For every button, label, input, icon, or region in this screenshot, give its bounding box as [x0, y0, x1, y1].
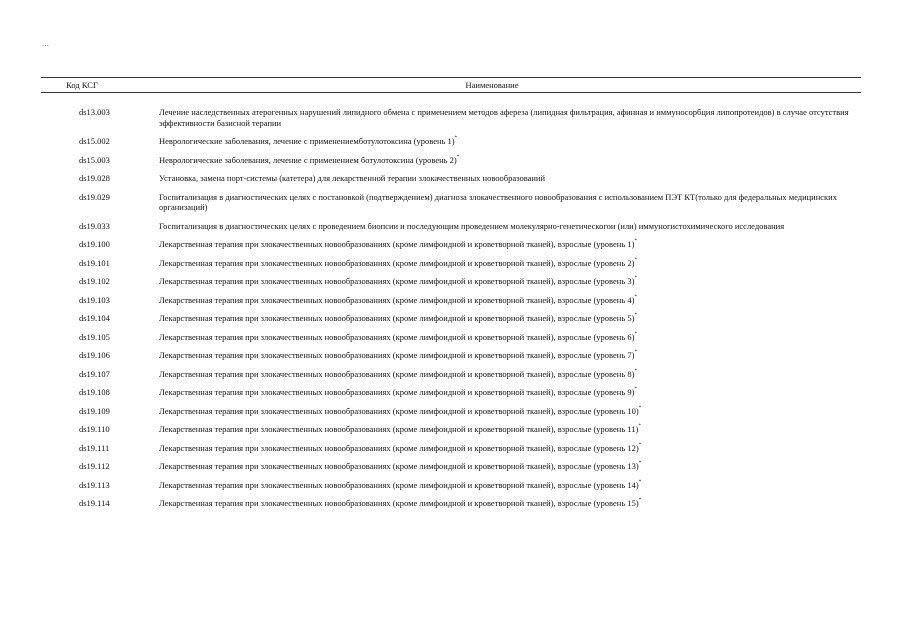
ksg-name-text: Лекарственная терапия при злокачественных новообразованиях (кроме лимфоидной и кроветворной тканей), взрослые (уровень 12): [159, 442, 639, 453]
ksg-name-text: Госпитализация в диагностических целях с постановкой (подтверждением) диагноза злокачественного новообразования с использованием ПЭТ КТ(только для федеральных медицинских организаций): [159, 191, 837, 212]
ksg-name-text: Лечение наследственных атерогенных нарушений липидного обмена с применением методов афереза (липидная фильтрация, афинная и иммуносорбция липопротеидов) в случае отсутствия эффективности базисной терапии: [159, 107, 849, 128]
footnote-marker: *: [634, 350, 637, 355]
ksg-name-text: Лекарственная терапия при злокачественных новообразованиях (кроме лимфоидной и кроветворной тканей), взрослые (уровень 11): [159, 424, 639, 434]
ksg-code-cell: ds19.110: [79, 424, 110, 434]
table-row: [41, 350, 861, 361]
ksg-name-text: Лекарственная терапия при злокачественных новообразованиях (кроме лимфоидной и кроветворной тканей), взрослые (уровень 3): [159, 276, 635, 286]
ksg-name-text: Лекарственная терапия при злокачественных новообразованиях (кроме лимфоидной и кроветворной тканей), взрослые (уровень 5): [159, 313, 635, 323]
ksg-name-text: Лекарственная терапия при злокачественных новообразованиях (кроме лимфоидной и кроветворной тканей), взрослые (уровень 9): [159, 387, 635, 397]
table-row: [41, 239, 861, 250]
footnote-marker: *: [638, 461, 642, 466]
ksg-code-cell: ds19.105: [79, 331, 110, 342]
table-row: [41, 107, 861, 128]
footnote-marker: *: [634, 387, 637, 392]
table-row: [41, 155, 861, 166]
footnote-marker: *: [634, 294, 637, 300]
ksg-name-cell: [159, 221, 861, 232]
table-row: [41, 221, 861, 232]
page-marker: …: [42, 40, 49, 48]
column-header-name: Наименование: [465, 80, 519, 90]
ksg-name-cell: [159, 443, 861, 454]
ksg-name-cell: [159, 192, 861, 213]
footnote-marker: *: [638, 479, 642, 485]
table-row: [41, 498, 861, 509]
column-header-code: Код КСГ: [66, 80, 98, 90]
ksg-name-cell: [159, 332, 861, 343]
ksg-code-cell: ds19.100: [79, 239, 110, 249]
ksg-name-text: Лекарственная терапия при злокачественных новообразованиях (кроме лимфоидной и кроветворной тканей), взрослые (уровень 2): [159, 257, 635, 268]
ksg-name-text: Лекарственная терапия при злокачественных новообразованиях (кроме лимфоидной и кроветворной тканей), взрослые (уровень 14): [159, 479, 639, 490]
ksg-name-cell: [159, 369, 861, 380]
table-row: [41, 332, 861, 343]
ksg-name-cell: [159, 498, 861, 509]
table-row: [41, 295, 861, 306]
table-row: [41, 258, 861, 269]
table-row: [41, 276, 861, 287]
ksg-code-cell: ds13.003: [79, 107, 110, 117]
ksg-name-text: Лекарственная терапия при злокачественных новообразованиях (кроме лимфоидной и кроветворной тканей), взрослые (уровень 4): [159, 294, 635, 305]
table-row: [41, 406, 861, 417]
ksg-name-cell: [159, 239, 861, 250]
footnote-marker: *: [634, 368, 637, 374]
footnote-marker: *: [634, 313, 637, 318]
table-row: [41, 424, 861, 435]
ksg-name-cell: [159, 136, 861, 147]
ksg-name-cell: [159, 387, 861, 398]
ksg-name-cell: [159, 107, 861, 128]
footnote-marker: *: [638, 442, 642, 448]
footnote-marker: *: [634, 239, 637, 244]
table-row: [41, 136, 861, 147]
ksg-name-cell: [159, 424, 861, 435]
ksg-code-cell: ds19.108: [79, 387, 110, 397]
ksg-name-cell: [159, 295, 861, 306]
ksg-name-cell: [159, 155, 861, 166]
ksg-code-cell: ds19.111: [79, 442, 110, 453]
ksg-code-cell: ds19.102: [79, 276, 110, 286]
ksg-name-text: Неврологические заболевания, лечение с применениемботулотоксина (уровень 1): [159, 136, 455, 146]
ksg-name-text: Неврологические заболевания, лечение с применением ботулотоксина (уровень 2): [159, 154, 457, 165]
ksg-code-cell: ds19.106: [79, 350, 110, 360]
ksg-name-cell: [159, 480, 861, 491]
footnote-marker: *: [634, 257, 637, 263]
ksg-name-cell: [159, 406, 861, 417]
footnote-marker: *: [638, 405, 642, 411]
ksg-name-cell: [159, 258, 861, 269]
ksg-code-cell: ds19.028: [79, 173, 110, 183]
ksg-name-cell: [159, 276, 861, 287]
ksg-name-text: Лекарственная терапия при злокачественных новообразованиях (кроме лимфоидной и кроветворной тканей), взрослые (уровень 13): [159, 461, 639, 471]
ksg-code-cell: ds19.029: [79, 191, 110, 202]
footnote-marker: *: [634, 331, 637, 337]
ksg-name-cell: [159, 313, 861, 324]
ksg-name-cell: [159, 173, 861, 184]
table-row: [41, 443, 861, 454]
ksg-code-cell: ds19.112: [79, 461, 110, 471]
ksg-code-cell: ds19.114: [79, 498, 110, 508]
ksg-name-text: Лекарственная терапия при злокачественных новообразованиях (кроме лимфоидной и кроветворной тканей), взрослые (уровень 1): [159, 239, 635, 249]
ksg-name-text: Лекарственная терапия при злокачественных новообразованиях (кроме лимфоидной и кроветворной тканей), взрослые (уровень 15): [159, 498, 639, 508]
ksg-code-cell: ds15.003: [79, 154, 110, 165]
ksg-code-cell: ds19.107: [79, 368, 110, 379]
table-row: [41, 461, 861, 472]
ksg-name-text: Установка, замена порт-системы (катетера) для лекарственной терапии злокачественных новообразований: [159, 173, 546, 183]
ksg-code-cell: ds19.104: [79, 313, 110, 323]
table-row: [41, 369, 861, 380]
ksg-code-cell: ds19.103: [79, 294, 110, 305]
table-body: [41, 93, 861, 509]
table-row: [41, 387, 861, 398]
footnote-marker: *: [454, 136, 458, 141]
ksg-code-cell: ds19.033: [79, 220, 110, 231]
ksg-name-text: Лекарственная терапия при злокачественных новообразованиях (кроме лимфоидной и кроветворной тканей), взрослые (уровень 10): [159, 405, 639, 416]
footnote-marker: *: [638, 424, 641, 429]
ksg-name-cell: [159, 350, 861, 361]
footnote-marker: *: [634, 276, 637, 281]
ksg-name-text: Лекарственная терапия при злокачественных новообразованиях (кроме лимфоидной и кроветворной тканей), взрослые (уровень 7): [159, 350, 635, 360]
ksg-name-text: Госпитализация в диагностических целях с проведением биопсии и последующим проведением молекулярно-генетическогои (или) иммуногистохимического исследования: [159, 220, 785, 231]
ksg-name-cell: [159, 461, 861, 472]
ksg-code-cell: ds19.109: [79, 405, 110, 416]
footnote-marker: *: [638, 498, 642, 503]
table-row: [41, 480, 861, 491]
ksg-code-cell: ds19.113: [79, 479, 110, 490]
table-header: [41, 77, 861, 93]
table-row: [41, 173, 861, 184]
ksg-table: [41, 77, 861, 517]
footnote-marker: *: [456, 154, 460, 160]
table-row: [41, 192, 861, 213]
ksg-name-text: Лекарственная терапия при злокачественных новообразованиях (кроме лимфоидной и кроветворной тканей), взрослые (уровень 8): [159, 368, 635, 379]
ksg-code-cell: ds15.002: [79, 136, 110, 146]
table-row: [41, 313, 861, 324]
ksg-name-text: Лекарственная терапия при злокачественных новообразованиях (кроме лимфоидной и кроветворной тканей), взрослые (уровень 6): [159, 331, 635, 342]
ksg-code-cell: ds19.101: [79, 257, 110, 268]
